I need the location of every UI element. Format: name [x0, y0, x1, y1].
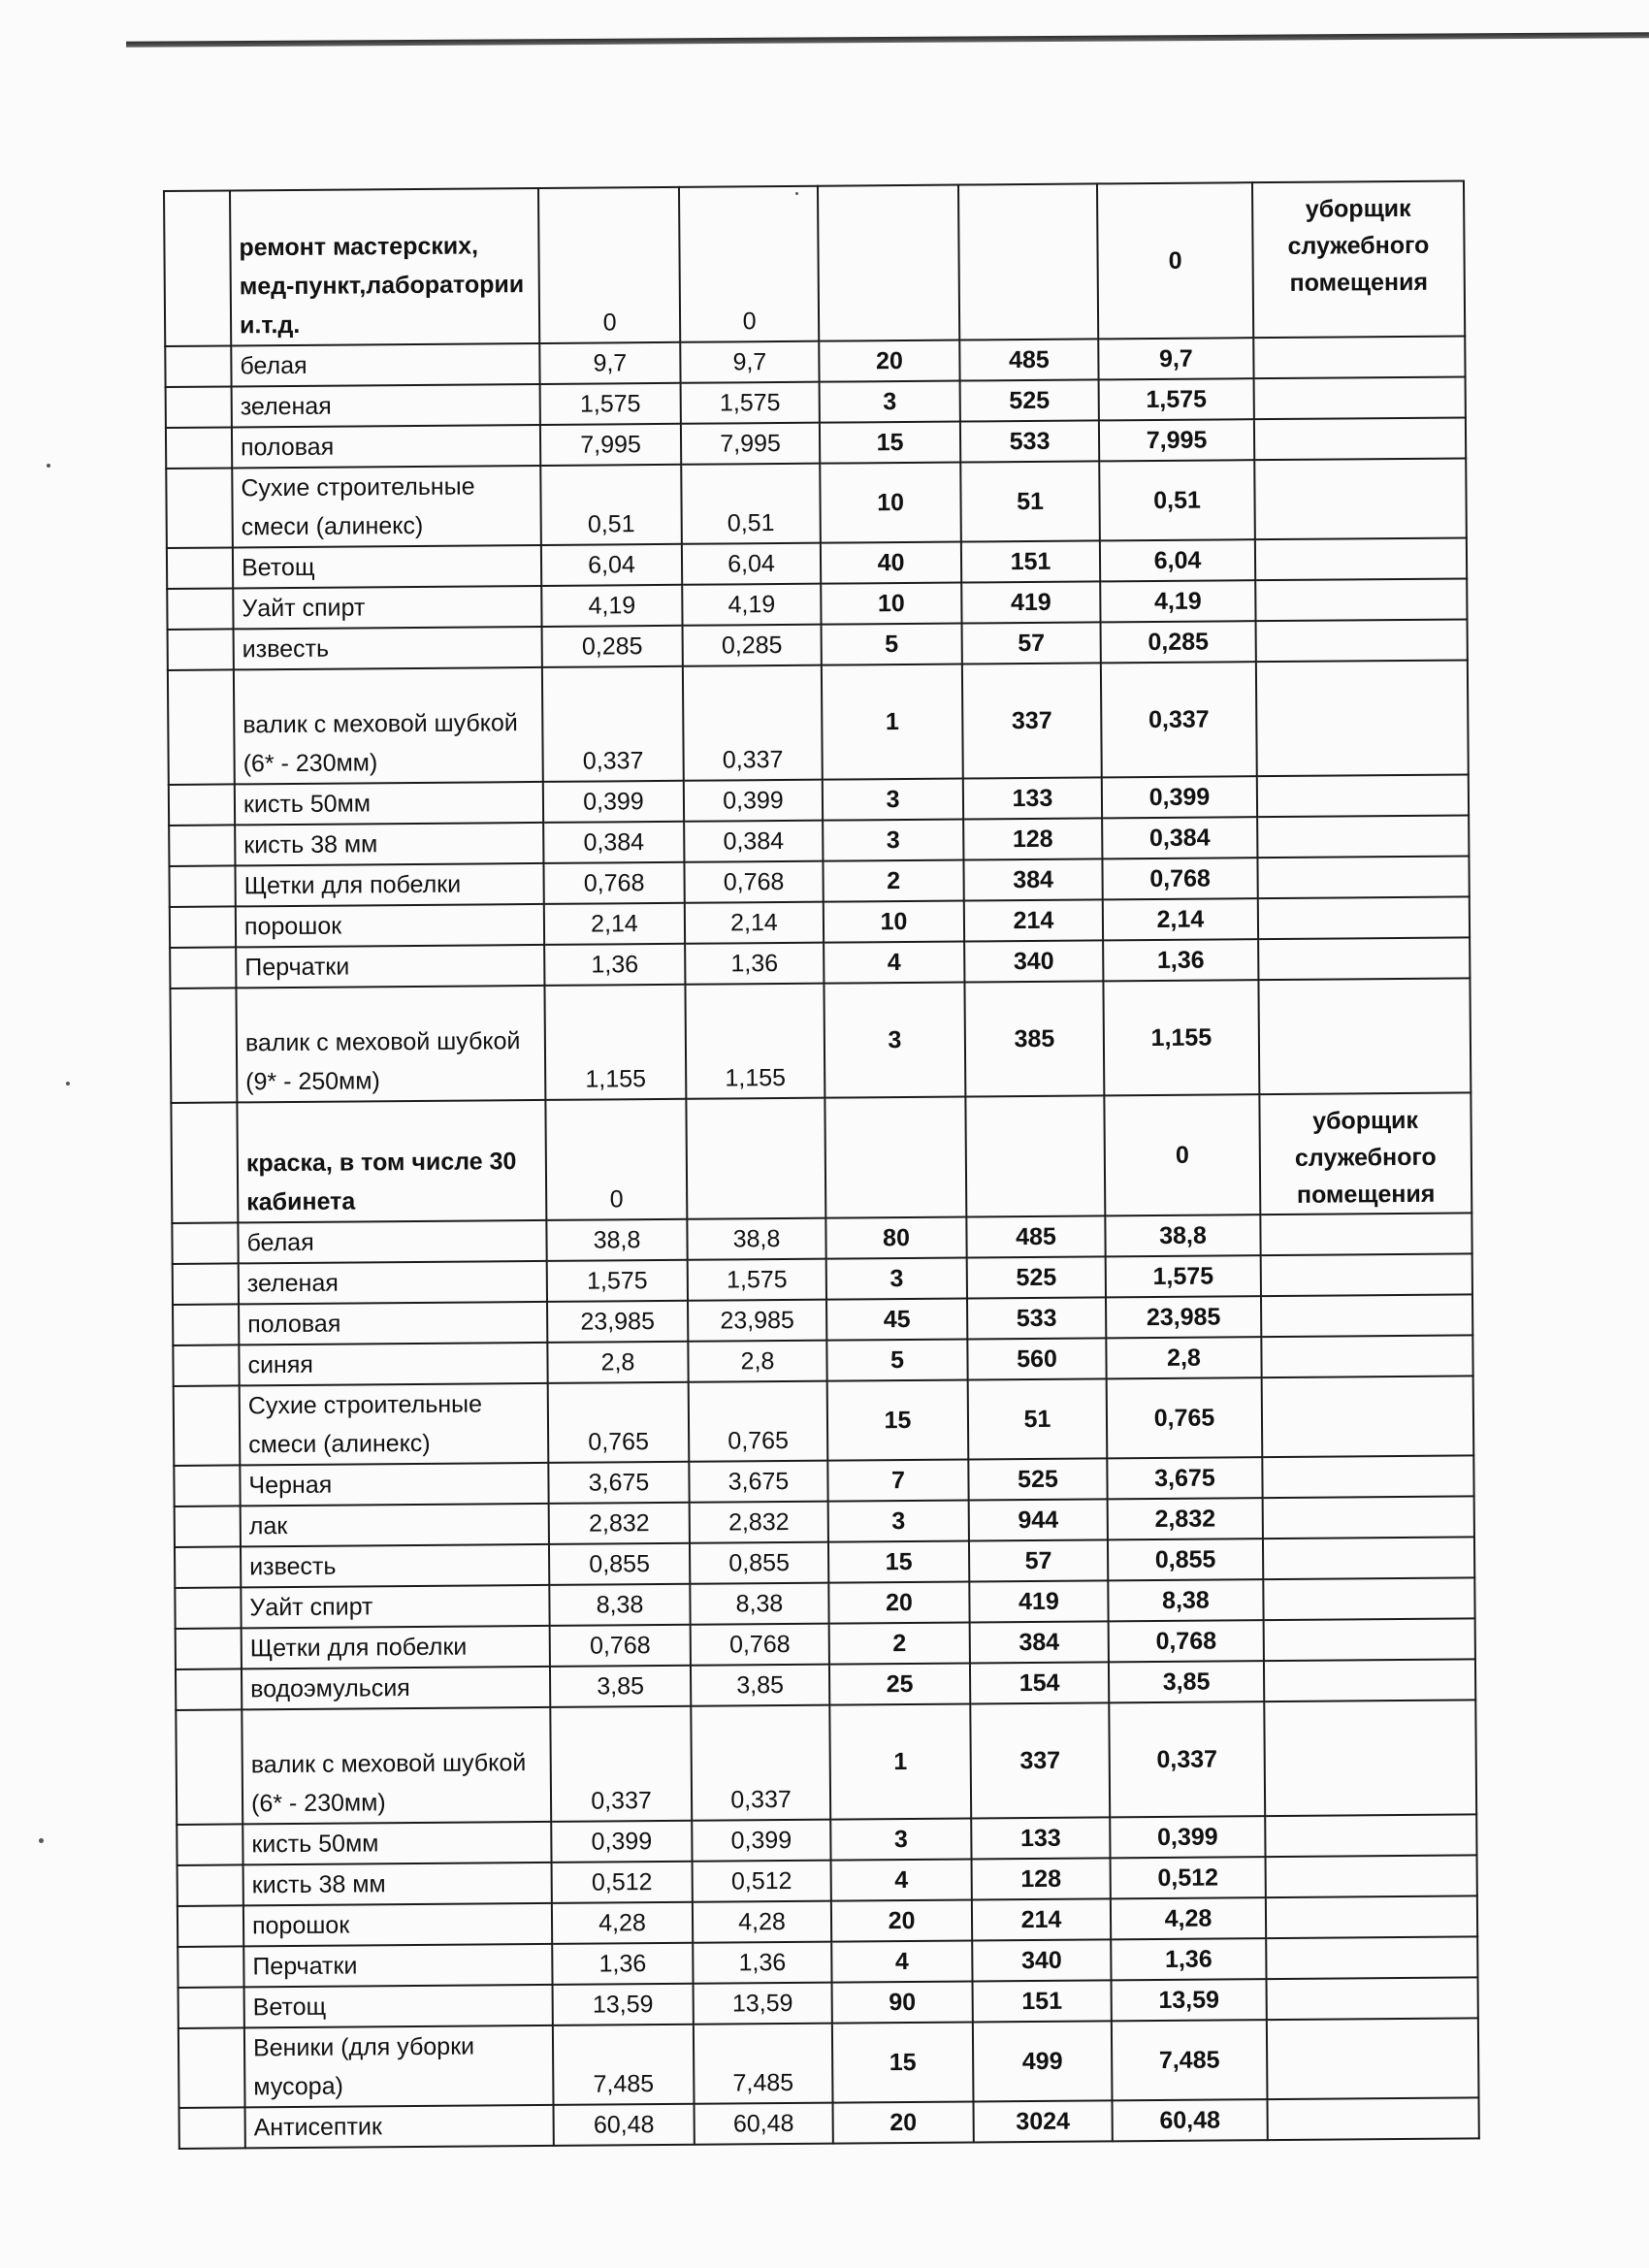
scan-speck — [795, 192, 798, 195]
quantity-cell: 0 — [538, 187, 680, 343]
index-cell — [178, 1864, 243, 1906]
quantity-used-cell: 3,85 — [691, 1665, 829, 1706]
count-cell: 3 — [830, 1819, 971, 1861]
index-cell — [167, 547, 233, 589]
note-cell — [1265, 1814, 1476, 1857]
count-cell: 20 — [833, 2101, 974, 2143]
quantity-used-cell: 0,337 — [683, 665, 823, 781]
quantity-used-cell: 0,285 — [683, 625, 822, 666]
quantity-cell: 2,8 — [547, 1342, 688, 1383]
count-cell: 15 — [832, 2023, 974, 2103]
price-cell: 154 — [970, 1662, 1109, 1703]
index-cell — [176, 1709, 242, 1825]
price-cell: 51 — [968, 1378, 1108, 1459]
quantity-used-cell: 4,28 — [693, 1901, 831, 1943]
index-cell — [178, 1946, 243, 1988]
material-name: Ветощ — [233, 545, 541, 588]
quantity-cell: 0,512 — [552, 1862, 693, 1903]
note-cell — [1254, 376, 1466, 419]
quantity-used-cell: 3,675 — [689, 1461, 827, 1503]
material-name: Перчатки — [236, 945, 544, 988]
quantity-used-cell: 38,8 — [687, 1218, 825, 1260]
quantity-cell: 8,38 — [549, 1584, 690, 1626]
quantity-cell: 1,36 — [552, 1943, 693, 1985]
note-cell — [1254, 458, 1467, 539]
price-cell: 533 — [967, 1297, 1106, 1339]
quantity-used-cell: 0 — [679, 186, 819, 342]
quantity-used-cell: 2,8 — [688, 1341, 826, 1382]
quantity-cell: 4,28 — [552, 1902, 693, 1944]
note-cell — [1258, 978, 1471, 1094]
table-row — [170, 978, 1471, 1103]
quantity-cell: 7,995 — [540, 424, 681, 466]
price-cell: 419 — [961, 581, 1100, 623]
total-cell: 0,855 — [1108, 1539, 1263, 1580]
quantity-used-cell: 0,768 — [684, 861, 823, 903]
price-cell: 525 — [967, 1256, 1106, 1298]
quantity-used-cell: 0,399 — [684, 780, 823, 822]
count-cell: 3 — [823, 779, 963, 821]
note-cell — [1262, 1376, 1474, 1457]
total-cell: 3,675 — [1107, 1457, 1262, 1499]
table-row — [174, 1376, 1474, 1466]
index-cell — [166, 386, 232, 428]
total-cell: 0,512 — [1111, 1857, 1266, 1898]
count-cell: 2 — [829, 1623, 970, 1665]
quantity-used-cell: 0,384 — [684, 821, 823, 862]
quantity-used-cell — [686, 1098, 825, 1219]
total-cell: 1,36 — [1111, 1938, 1266, 1980]
index-cell — [167, 588, 233, 630]
total-cell: 6,04 — [1100, 539, 1255, 581]
index-cell — [168, 629, 234, 670]
note-cell — [1263, 1577, 1474, 1620]
note-cell — [1256, 660, 1469, 776]
count-cell: 20 — [831, 1900, 972, 1942]
quantity-cell: 38,8 — [546, 1219, 687, 1261]
total-cell: 0,384 — [1102, 817, 1257, 859]
quantity-cell: 13,59 — [553, 1984, 694, 2025]
quantity-used-cell: 0,337 — [691, 1705, 830, 1821]
index-cell — [171, 1102, 238, 1223]
total-cell: 0,399 — [1110, 1816, 1265, 1858]
section-title: краска, в том числе 30 кабинета — [237, 1100, 546, 1222]
price-cell: 151 — [961, 540, 1100, 582]
table-row — [176, 1700, 1476, 1825]
index-cell — [172, 1222, 238, 1264]
index-cell — [173, 1345, 239, 1386]
index-cell — [170, 906, 236, 948]
quantity-used-cell: 0,855 — [690, 1542, 828, 1584]
index-cell — [170, 988, 237, 1103]
price-cell: 384 — [970, 1621, 1109, 1663]
count-cell: 40 — [821, 542, 961, 584]
count-cell: 4 — [831, 1941, 972, 1983]
materials-table — [163, 179, 1480, 2149]
note-cell — [1257, 815, 1469, 858]
total-cell: 0 — [1104, 1094, 1260, 1215]
material-name: валик с меховой шубкой (9* - 250мм) — [236, 986, 545, 1102]
table-row — [166, 458, 1467, 548]
note-cell — [1255, 578, 1467, 621]
section-header-row — [164, 180, 1465, 346]
price-cell: 214 — [972, 1898, 1111, 1940]
note-cell — [1258, 896, 1470, 939]
total-cell: 4,19 — [1100, 580, 1255, 622]
price-cell: 214 — [964, 899, 1103, 941]
price-cell: 419 — [969, 1580, 1108, 1622]
total-cell: 2,14 — [1103, 898, 1258, 940]
quantity-used-cell: 9,7 — [680, 341, 819, 383]
total-cell: 9,7 — [1098, 338, 1253, 379]
index-cell — [165, 345, 231, 387]
index-cell — [166, 468, 233, 548]
material-name: Щетки для побелки — [235, 863, 543, 906]
quantity-used-cell: 0,51 — [681, 464, 821, 544]
quantity-cell: 2,14 — [544, 903, 685, 945]
material-name: Уайт спирт — [233, 586, 541, 629]
total-cell: 0,337 — [1101, 662, 1257, 777]
total-cell: 7,995 — [1099, 419, 1254, 461]
price-cell: 133 — [963, 777, 1102, 819]
quantity-used-cell: 23,985 — [688, 1300, 826, 1342]
total-cell: 38,8 — [1105, 1215, 1260, 1256]
scan-speck — [39, 1838, 44, 1843]
material-name: водоэмульсия — [242, 1667, 550, 1709]
total-cell: 0,51 — [1099, 460, 1255, 540]
price-cell: 385 — [964, 981, 1104, 1096]
note-cell — [1261, 1335, 1472, 1377]
quantity-used-cell: 2,832 — [690, 1502, 828, 1543]
quantity-cell: 4,19 — [541, 585, 682, 627]
count-cell: 20 — [819, 340, 959, 382]
price-cell: 340 — [964, 940, 1103, 982]
quantity-used-cell: 1,36 — [685, 943, 824, 985]
count-cell: 5 — [826, 1340, 967, 1381]
price-cell: 499 — [973, 2021, 1113, 2101]
price-cell: 51 — [960, 461, 1100, 541]
total-cell: 0,399 — [1102, 776, 1257, 818]
note-cell — [1256, 619, 1468, 662]
note-cell — [1267, 1977, 1478, 2020]
quantity-used-cell: 0,768 — [691, 1624, 829, 1666]
count-cell: 3 — [826, 1258, 967, 1300]
count-cell: 7 — [827, 1460, 968, 1502]
index-cell — [173, 1304, 239, 1345]
quantity-cell: 0,337 — [542, 666, 684, 782]
quantity-used-cell: 1,155 — [685, 984, 824, 1099]
material-name: зеленая — [239, 1261, 547, 1304]
note-cell — [1261, 1253, 1472, 1296]
note-cell — [1264, 1618, 1475, 1661]
quantity-cell: 3,675 — [548, 1462, 689, 1504]
scan-speck — [66, 1082, 70, 1085]
note-cell — [1255, 537, 1467, 580]
count-cell: 45 — [826, 1299, 967, 1341]
material-name: порошок — [243, 1903, 552, 1946]
count-cell — [818, 185, 959, 341]
index-cell — [169, 825, 235, 866]
count-cell: 2 — [823, 860, 963, 902]
material-name: известь — [234, 627, 542, 669]
price-cell: 560 — [967, 1338, 1106, 1379]
note-cell — [1267, 2018, 1479, 2099]
index-cell — [174, 1385, 241, 1466]
count-cell: 15 — [828, 1541, 969, 1583]
total-cell: 0,768 — [1109, 1620, 1264, 1662]
note-cell — [1264, 1659, 1475, 1701]
count-cell: 15 — [820, 422, 960, 464]
quantity-used-cell: 8,38 — [690, 1583, 828, 1625]
quantity-used-cell: 0,765 — [689, 1381, 828, 1462]
material-name: лак — [241, 1504, 549, 1546]
quantity-cell: 0,51 — [540, 465, 682, 545]
index-cell — [178, 1987, 244, 2028]
quantity-cell: 1,575 — [547, 1260, 688, 1302]
material-name: Черная — [240, 1463, 548, 1506]
materials-table-body — [164, 180, 1479, 2148]
price-cell: 151 — [973, 1980, 1112, 2022]
total-cell: 2,832 — [1108, 1498, 1263, 1539]
index-cell — [175, 1546, 241, 1588]
quantity-cell: 0,285 — [542, 626, 683, 667]
section-header-row — [171, 1092, 1471, 1223]
material-name: Уайт спирт — [241, 1585, 549, 1628]
total-cell: 0,285 — [1101, 621, 1256, 663]
price-cell — [958, 183, 1098, 340]
table-row — [178, 2018, 1479, 2108]
count-cell: 4 — [831, 1860, 972, 1901]
count-cell: 3 — [823, 820, 963, 861]
note-cell — [1264, 1700, 1476, 1816]
note-cell — [1257, 774, 1469, 817]
price-cell: 525 — [960, 379, 1099, 421]
note-cell — [1258, 937, 1470, 980]
index-cell — [179, 2107, 245, 2149]
total-cell: 1,36 — [1103, 939, 1258, 981]
index-cell — [170, 947, 236, 988]
quantity-cell: 1,155 — [544, 985, 686, 1100]
quantity-cell: 1,36 — [544, 944, 685, 986]
material-name: кисть 38 мм — [243, 1863, 552, 1905]
quantity-cell: 0,765 — [548, 1382, 690, 1463]
note-cell — [1254, 417, 1466, 460]
quantity-cell: 0,768 — [543, 862, 684, 904]
total-cell: 1,575 — [1106, 1255, 1261, 1297]
total-cell: 0,337 — [1109, 1701, 1265, 1817]
note-cell — [1263, 1537, 1474, 1579]
material-name: половая — [232, 425, 540, 468]
quantity-cell: 7,485 — [553, 2025, 695, 2105]
note-cell — [1262, 1455, 1473, 1498]
material-name: Сухие строительные смеси (алинекс) — [232, 466, 541, 547]
quantity-cell: 2,832 — [549, 1503, 690, 1544]
index-cell — [166, 427, 232, 469]
index-cell — [178, 1905, 243, 1947]
note-cell — [1257, 856, 1469, 898]
quantity-cell: 0,384 — [543, 822, 684, 863]
price-cell: 944 — [969, 1499, 1108, 1540]
material-name: порошок — [236, 904, 544, 947]
quantity-cell: 1,575 — [540, 383, 681, 425]
index-cell — [176, 1669, 242, 1710]
scan-speck — [47, 464, 50, 468]
quantity-cell: 0,337 — [550, 1706, 692, 1822]
quantity-used-cell: 0,512 — [693, 1861, 831, 1902]
count-cell: 10 — [821, 583, 961, 625]
total-cell: 60,48 — [1112, 2099, 1267, 2141]
total-cell: 0,765 — [1107, 1377, 1263, 1458]
responsible-note: уборщик служебного помещения — [1259, 1092, 1471, 1215]
count-cell — [824, 1097, 966, 1218]
total-cell: 3,85 — [1109, 1661, 1264, 1702]
price-cell: 525 — [968, 1458, 1107, 1500]
quantity-cell: 0,768 — [550, 1625, 691, 1667]
document-sheet — [163, 179, 1478, 2149]
total-cell: 8,38 — [1108, 1579, 1263, 1621]
count-cell: 20 — [828, 1582, 969, 1624]
material-name: синяя — [239, 1343, 547, 1385]
price-cell: 485 — [959, 339, 1098, 380]
index-cell — [169, 784, 235, 826]
quantity-cell: 0,399 — [551, 1821, 692, 1863]
material-name: известь — [241, 1544, 549, 1587]
price-cell: 3024 — [974, 2100, 1113, 2142]
quantity-used-cell: 1,575 — [688, 1259, 826, 1301]
quantity-used-cell: 60,48 — [695, 2103, 833, 2145]
quantity-used-cell: 7,485 — [694, 2024, 833, 2104]
quantity-cell: 0,399 — [543, 781, 684, 823]
index-cell — [175, 1506, 241, 1547]
count-cell: 4 — [824, 942, 964, 984]
note-cell — [1267, 2097, 1478, 2140]
responsible-note: уборщик служебного помещения — [1252, 180, 1465, 338]
note-cell — [1253, 336, 1465, 378]
quantity-cell: 3,85 — [550, 1666, 691, 1707]
quantity-cell: 60,48 — [554, 2104, 695, 2146]
index-cell — [177, 1824, 242, 1865]
count-cell: 3 — [824, 983, 965, 1098]
material-name: кисть 50мм — [242, 1822, 551, 1864]
price-cell: 57 — [962, 622, 1101, 664]
section-title: ремонт мастерских, мед-пункт,лаборатории и.т.д. — [230, 188, 539, 345]
material-name: Антисептик — [245, 2105, 554, 2148]
total-cell: 0,768 — [1102, 858, 1257, 899]
count-cell: 10 — [820, 463, 961, 543]
price-cell: 128 — [963, 818, 1102, 859]
note-cell — [1261, 1294, 1472, 1337]
price-cell: 384 — [963, 859, 1102, 900]
price-cell: 533 — [960, 420, 1099, 462]
count-cell: 80 — [825, 1217, 966, 1259]
material-name: кисть 38 мм — [235, 823, 543, 865]
count-cell: 90 — [832, 1982, 973, 2024]
price-cell: 57 — [969, 1539, 1108, 1581]
count-cell: 5 — [822, 624, 962, 665]
count-cell: 1 — [829, 1704, 971, 1820]
index-cell — [175, 1587, 241, 1629]
quantity-used-cell: 0,399 — [692, 1820, 830, 1862]
quantity-cell: 0,855 — [549, 1543, 690, 1585]
count-cell: 3 — [820, 381, 960, 423]
material-name: Веники (для уборки мусора) — [244, 2025, 554, 2107]
material-name: белая — [238, 1220, 546, 1263]
note-cell — [1260, 1213, 1471, 1255]
index-cell — [173, 1263, 239, 1305]
quantity-cell: 0 — [545, 1099, 687, 1220]
material-name: Сухие строительные смеси (алинекс) — [240, 1383, 549, 1465]
material-name: Ветощ — [244, 1985, 553, 2027]
material-name: белая — [231, 343, 539, 386]
total-cell: 4,28 — [1111, 1897, 1266, 1939]
quantity-used-cell: 7,995 — [681, 423, 820, 465]
price-cell — [965, 1095, 1105, 1216]
index-cell — [168, 669, 235, 785]
quantity-cell: 6,04 — [541, 544, 682, 586]
price-cell: 133 — [971, 1817, 1110, 1859]
material-name: валик с меховой шубкой (6* - 230мм) — [234, 667, 543, 784]
count-cell: 10 — [824, 901, 964, 943]
total-cell: 23,985 — [1106, 1296, 1261, 1338]
price-cell: 340 — [972, 1939, 1111, 1981]
material-name: зеленая — [232, 384, 540, 427]
price-cell: 485 — [966, 1215, 1105, 1257]
note-cell — [1266, 1895, 1477, 1938]
total-cell: 7,485 — [1112, 2020, 1268, 2100]
table-row — [168, 660, 1469, 785]
quantity-cell: 23,985 — [547, 1301, 688, 1343]
total-cell: 1,575 — [1099, 378, 1254, 420]
note-cell — [1263, 1496, 1474, 1539]
count-cell: 1 — [822, 664, 963, 780]
count-cell: 25 — [829, 1664, 970, 1705]
count-cell: 15 — [827, 1380, 969, 1461]
material-name: валик с меховой шубкой (6* - 230мм) — [242, 1707, 551, 1824]
quantity-cell: 9,7 — [539, 342, 680, 384]
total-cell: 1,155 — [1103, 980, 1259, 1095]
count-cell: 3 — [828, 1501, 969, 1542]
total-cell: 2,8 — [1106, 1337, 1261, 1378]
total-cell: 0 — [1097, 182, 1253, 339]
material-name: половая — [239, 1302, 547, 1345]
price-cell: 128 — [972, 1858, 1111, 1899]
quantity-used-cell: 4,19 — [682, 584, 821, 626]
price-cell: 337 — [970, 1702, 1110, 1818]
index-cell — [176, 1628, 242, 1669]
material-name: Щетки для побелки — [242, 1626, 550, 1669]
total-cell: 13,59 — [1112, 1979, 1267, 2021]
quantity-used-cell: 2,14 — [685, 902, 824, 944]
quantity-used-cell: 1,575 — [681, 382, 820, 424]
note-cell — [1266, 1936, 1477, 1979]
quantity-used-cell: 6,04 — [682, 543, 821, 585]
material-name: Перчатки — [243, 1944, 552, 1987]
index-cell — [174, 1465, 240, 1507]
index-cell — [178, 2027, 245, 2108]
material-name: кисть 50мм — [235, 782, 543, 825]
quantity-used-cell: 13,59 — [694, 1983, 832, 2025]
index-cell — [164, 190, 231, 346]
note-cell — [1266, 1855, 1477, 1897]
index-cell — [169, 865, 235, 907]
quantity-used-cell: 1,36 — [693, 1942, 831, 1984]
scan-edge-shadow — [126, 32, 1649, 48]
price-cell: 337 — [962, 663, 1102, 778]
